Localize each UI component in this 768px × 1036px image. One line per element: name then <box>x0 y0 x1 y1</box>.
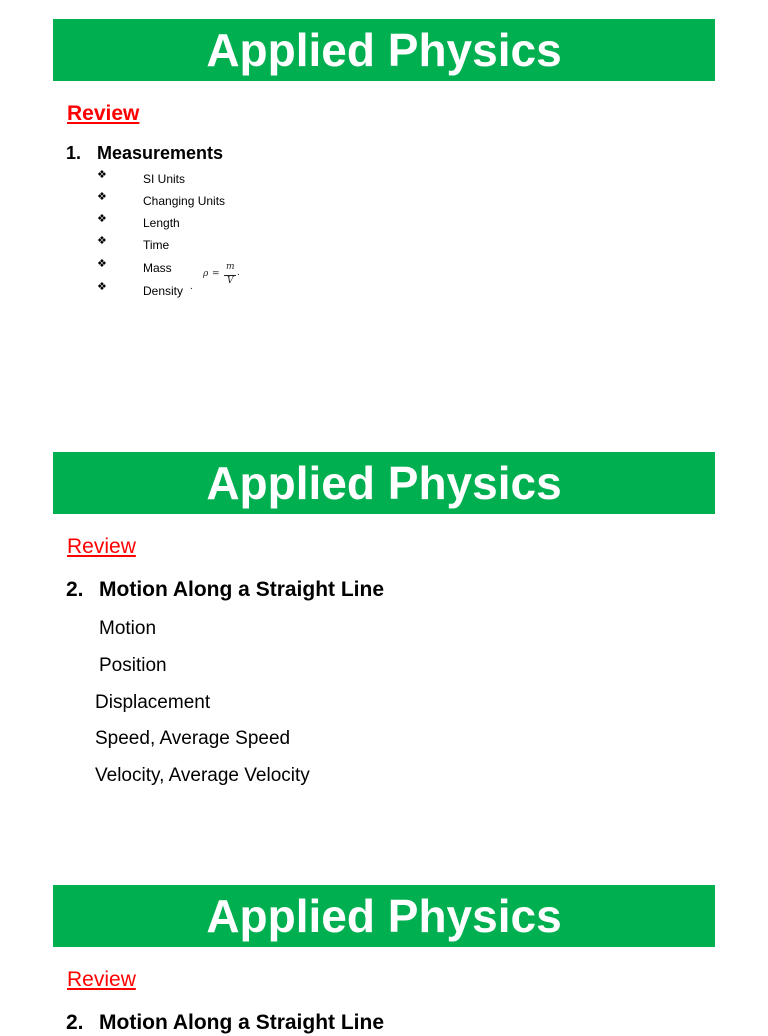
formula-numerator: m <box>226 262 235 272</box>
formula-trail-dot: . <box>237 268 240 278</box>
diamond-bullet-icon: ❖ <box>97 169 107 181</box>
slide-1-section-heading <box>66 142 223 164</box>
slide-2-title-banner: Applied Physics <box>53 452 715 514</box>
bullet-label: Time <box>143 238 170 252</box>
topic-item-speed: Speed, Average Speed <box>95 728 291 749</box>
section-title: Motion Along a Straight Line <box>99 578 385 601</box>
section-title: Measurements <box>97 143 224 163</box>
bullet-label: SI Units <box>143 172 186 186</box>
topic-item-velocity: Velocity, Average Velocity <box>95 765 310 786</box>
diamond-bullet-icon: ❖ <box>97 191 107 203</box>
section-number: 2. <box>66 578 84 601</box>
bullet-label: Mass <box>143 261 172 275</box>
formula-lead-dot: . <box>190 282 193 292</box>
diamond-bullet-icon: ❖ <box>97 213 107 225</box>
diamond-bullet-icon: ❖ <box>97 281 107 293</box>
section-number: 1. <box>66 143 82 163</box>
section-number: 2. <box>66 1011 84 1034</box>
formula-rho: ρ <box>203 269 209 279</box>
slide-1-title-banner: Applied Physics <box>53 19 715 81</box>
diamond-bullet-icon: ❖ <box>97 258 107 270</box>
bullet-label: Density <box>143 284 184 298</box>
topic-item-displacement: Displacement <box>95 692 211 713</box>
slide-3-review-heading: Review <box>67 968 136 991</box>
slide-3-section-heading <box>66 1010 384 1036</box>
topic-item-motion: Motion <box>99 618 157 639</box>
bullet-label: Length <box>143 216 180 230</box>
slide-2-section-heading <box>66 577 384 603</box>
density-formula <box>190 262 250 292</box>
slide-2-review-heading: Review <box>67 535 136 558</box>
slide-3-title-banner: Applied Physics <box>53 885 715 947</box>
bullet-label: Changing Units <box>143 194 226 208</box>
diamond-bullet-icon: ❖ <box>97 235 107 247</box>
slide-1-review-heading: Review <box>67 102 140 125</box>
topic-item-position: Position <box>99 655 167 676</box>
formula-denominator: V <box>227 276 234 286</box>
section-title: Motion Along a Straight Line <box>99 1011 385 1034</box>
formula-equals: = <box>212 269 220 279</box>
